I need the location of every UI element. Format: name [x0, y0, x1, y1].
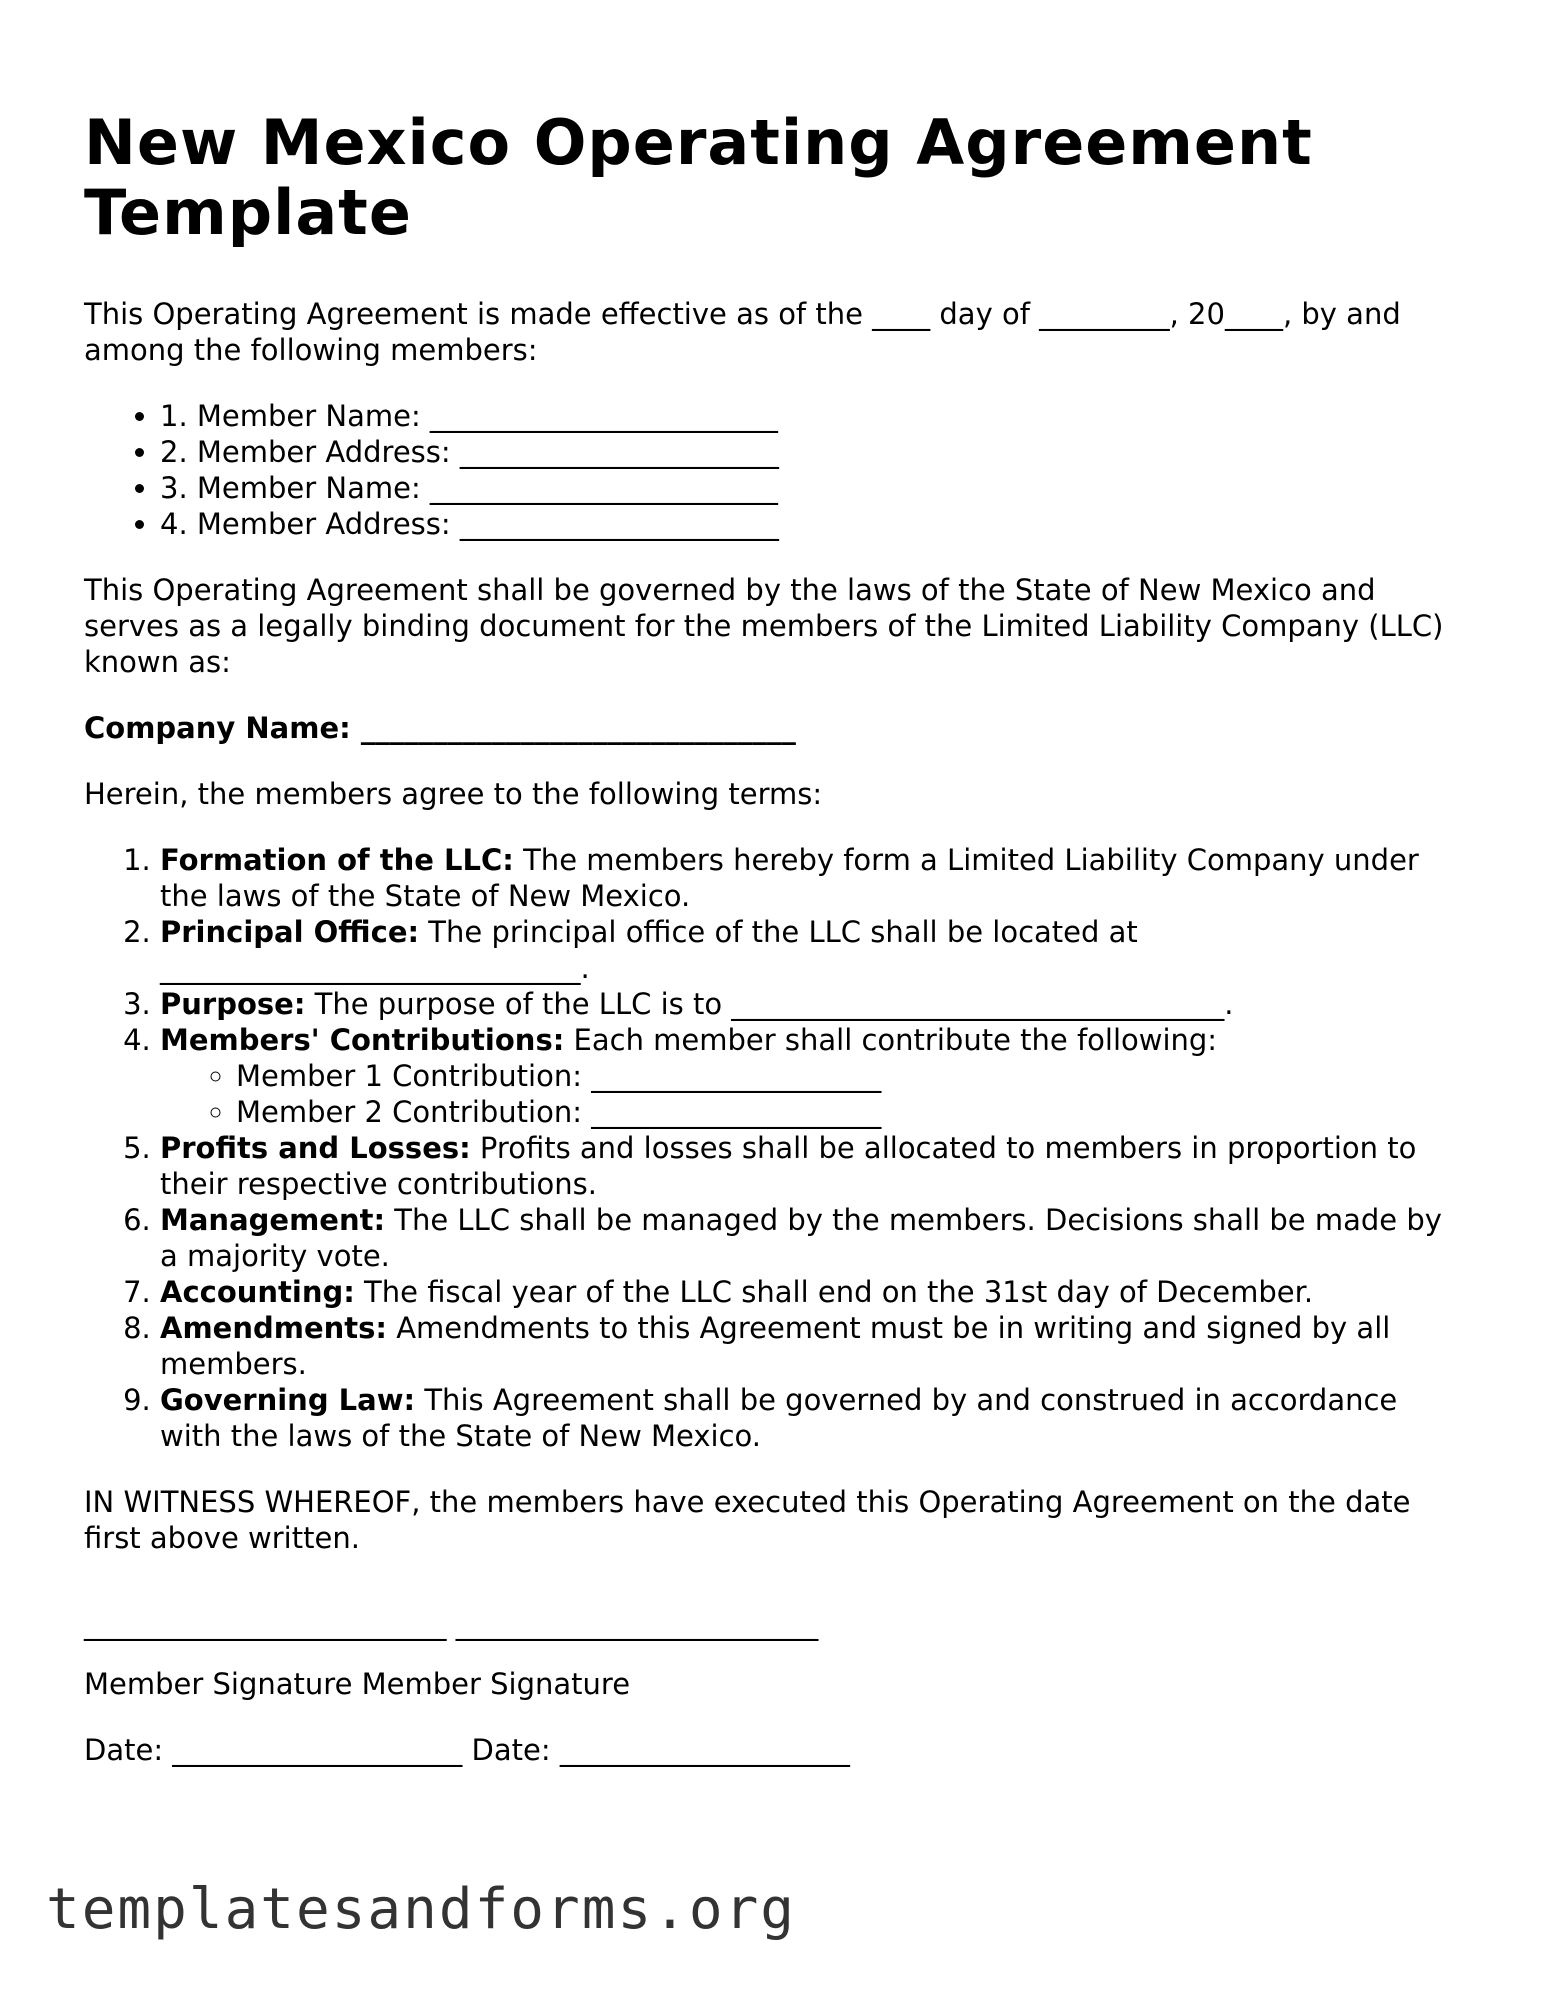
- member-item: • 3. Member Name: ________________________: [160, 470, 1464, 506]
- term-label: Formation of the LLC:: [160, 843, 514, 877]
- term-label: Accounting:: [160, 1275, 355, 1309]
- term-label: Amendments:: [160, 1311, 387, 1345]
- contribution-item: ◦ Member 2 Contribution: ____________________: [236, 1094, 1464, 1130]
- term-item: [160, 986, 1464, 1022]
- governing-paragraph: This Operating Agreement shall be governed by the laws of the State of New Mexico and serves as a legally binding document for the members of the Limited Liability Company (LLC) known as:: [84, 573, 1444, 679]
- document: [84, 108, 1464, 1798]
- terms-list: [84, 842, 1464, 1454]
- member-item: • 2. Member Address: ______________________: [160, 434, 1464, 470]
- term-text: Profits and losses shall be allocated to members in proportion to their respective contributions.: [160, 1131, 1417, 1201]
- term-label: Principal Office:: [160, 915, 420, 949]
- contribution-list: [160, 1058, 1464, 1130]
- term-text: Amendments to this Agreement must be in writing and signed by all members.: [160, 1311, 1391, 1381]
- term-label: Members' Contributions:: [160, 1023, 565, 1057]
- term-text: The fiscal year of the LLC shall end on the 31st day of December.: [354, 1275, 1314, 1309]
- company-name-line: Company Name: ______________________________: [84, 711, 796, 745]
- term-label: Purpose:: [160, 987, 306, 1021]
- term-text: This Agreement shall be governed by and construed in accordance with the laws of the State of New Mexico.: [160, 1383, 1398, 1453]
- term-label: Management:: [160, 1203, 386, 1237]
- witness-paragraph: IN WITNESS WHEREOF, the members have executed this Operating Agreement on the date first above written.: [84, 1485, 1411, 1555]
- member-item: • 1. Member Name: ________________________: [160, 398, 1464, 434]
- signature-lines: _________________________ _________________________: [84, 1607, 819, 1641]
- signature-labels: Member Signature Member Signature: [84, 1667, 631, 1701]
- term-label: Governing Law:: [160, 1383, 416, 1417]
- watermark-text: templatesandforms.org: [46, 1877, 797, 1942]
- term-item: [160, 1202, 1464, 1274]
- term-item: [160, 914, 1464, 986]
- term-item: [160, 1130, 1464, 1202]
- term-text: Each member shall contribute the following:: [564, 1023, 1218, 1057]
- term-text: The members hereby form a Limited Liability Company under the laws of the State of New Mexico.: [160, 843, 1419, 913]
- term-text: The principal office of the LLC shall be located at _____________________________.: [160, 915, 1138, 985]
- contribution-item: ◦ Member 1 Contribution: ____________________: [236, 1058, 1464, 1094]
- term-item: [160, 842, 1464, 914]
- member-item: • 4. Member Address: ______________________: [160, 506, 1464, 542]
- term-item: [160, 1382, 1464, 1454]
- term-item: [160, 1274, 1464, 1310]
- document-title: New Mexico Operating Agreement Template: [84, 106, 1313, 249]
- date-line: Date: ____________________ Date: ____________________: [84, 1733, 850, 1767]
- term-text: The LLC shall be managed by the members. Decisions shall be made by a majority vote.: [160, 1203, 1442, 1273]
- term-label: Profits and Losses:: [160, 1131, 471, 1165]
- herein-paragraph: Herein, the members agree to the following terms:: [84, 777, 823, 811]
- term-item: [160, 1022, 1464, 1130]
- term-item: [160, 1310, 1464, 1382]
- term-text: The purpose of the LLC is to __________________________________.: [305, 987, 1234, 1021]
- member-list: [84, 398, 1464, 542]
- intro-paragraph: This Operating Agreement is made effective as of the ____ day of _________, 20____, by and among the following members:: [84, 297, 1401, 367]
